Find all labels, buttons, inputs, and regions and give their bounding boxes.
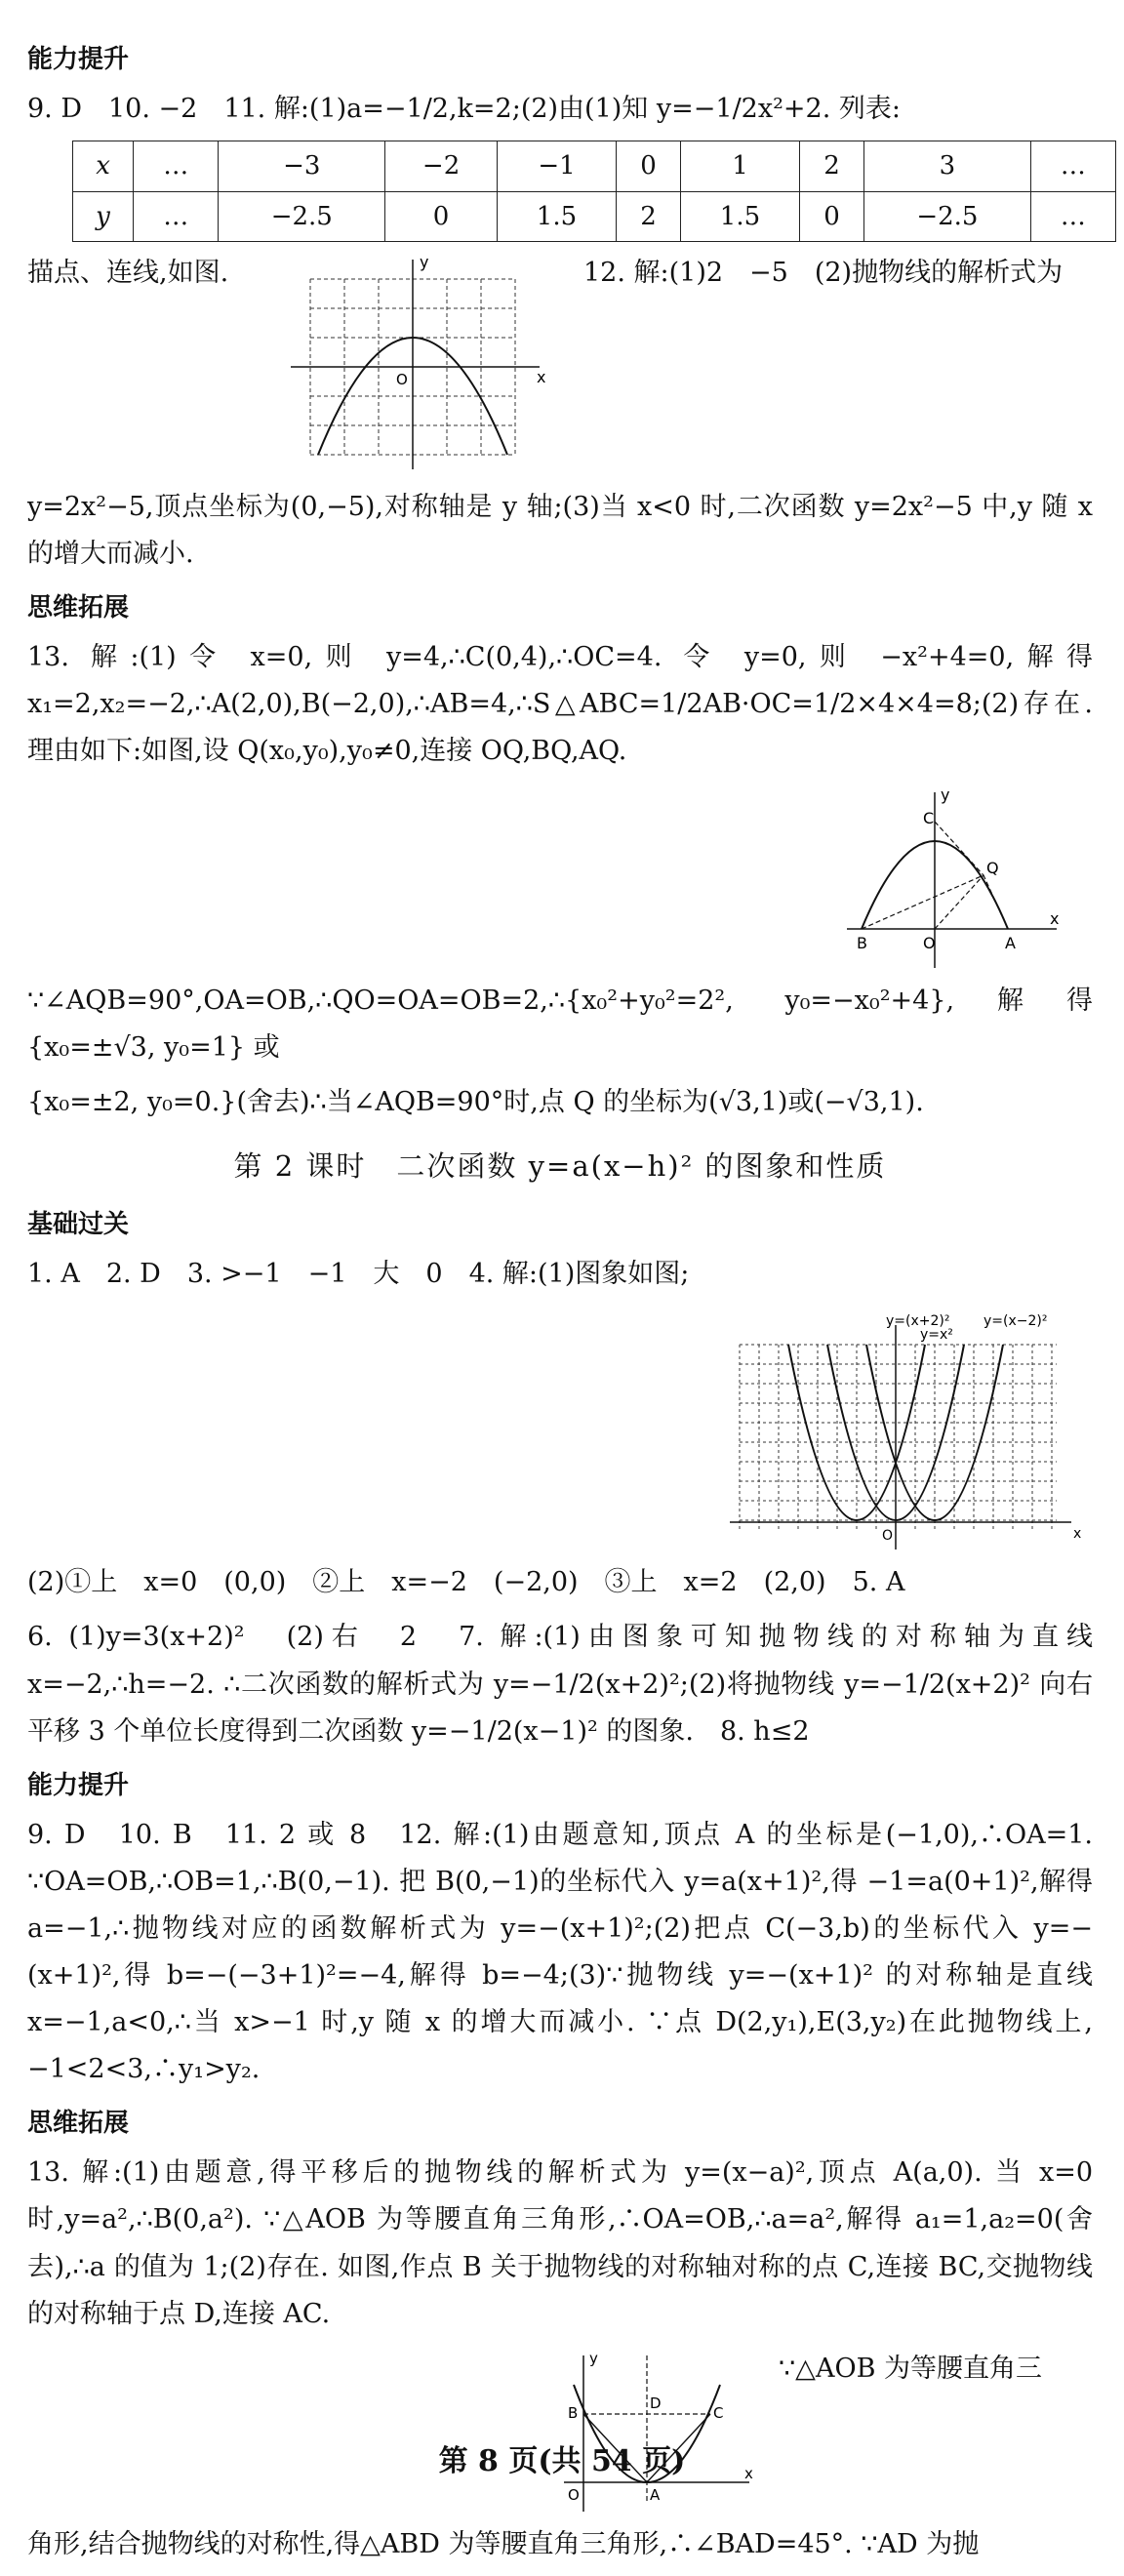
- table-row: [73, 141, 1116, 191]
- point-label: C: [713, 2403, 724, 2422]
- figure-row-4: [27, 2346, 1093, 2521]
- answer-12-rest: y=2x²−5,顶点坐标为(0,−5),对称轴是 y 轴;(3)当 x<0 时,二次函数 y=2x²−5 中,y 随 x 的增大而减小.: [27, 491, 1093, 569]
- table-cell: 0: [616, 141, 680, 191]
- section-heading: 思维拓展: [27, 2109, 130, 2139]
- point-label: A: [650, 2485, 661, 2504]
- section-heading: 能力提升: [27, 1770, 130, 1800]
- table-cell: 3: [864, 141, 1031, 191]
- answer-12-part: 12. 解:(1)2 −5 (2)抛物线的解析式为: [583, 257, 1064, 288]
- expand-answer-side: ∵△AOB 为等腰直角三: [779, 2353, 1042, 2384]
- curve-label: y=x²: [920, 1327, 953, 1344]
- origin-label: O: [568, 2485, 580, 2504]
- answer-9-11: 9. D 10. −2 11. 解:(1)a=−1/2,k=2;(2)由(1)知 y=−1/2x²+2. 列表:: [27, 94, 901, 125]
- axis-label: y: [589, 2349, 598, 2367]
- table-cell: −2.5: [219, 191, 385, 241]
- page-footer: 第 8 页(共 54 页): [438, 2444, 686, 2478]
- expand-answer-continued: 角形,结合抛物线的对称性,得△ABD 为等腰直角三角形,∴∠BAD=45°. ∵AD 为抛: [27, 2528, 980, 2559]
- point-label: B: [857, 934, 867, 953]
- table-cell: 1.5: [681, 191, 800, 241]
- table-row: [73, 191, 1116, 241]
- axis-label: y: [420, 252, 429, 271]
- basic-answers-2: (2)①上 x=0 (0,0) ②上 x=−2 (−2,0) ③上 x=2 (2,0) 5. A: [27, 1567, 905, 1598]
- figure-row-1: [27, 250, 1093, 484]
- section-heading: 思维拓展: [27, 592, 130, 623]
- table-cell: x: [73, 141, 134, 191]
- axis-label: x: [1073, 1526, 1082, 1543]
- value-table: [72, 141, 1116, 242]
- point-label: B: [568, 2403, 579, 2422]
- table-cell: 2: [616, 191, 680, 241]
- parabola-figure-2: [837, 783, 1071, 978]
- table-cell: 2: [799, 141, 863, 191]
- table-cell: −2: [385, 141, 498, 191]
- point-label: Q: [986, 859, 999, 878]
- improve-answers: 9. D 10. B 11. 2 或 8 12. 解:(1)由题意知,顶点 A 的坐标是(−1,0),∴OA=1. ∵OA=OB,∴OB=1,∴B(0,−1). 把 B(0,−1)的坐标代入 y=a(x+1)²,得 −1=a(0+1)²,解得 a=−1,∴抛物线对应的函数解析式为 y=−(x+1)²;(2)把点 C(−3,b)的坐标代入 y=−(x+1)²,得 b=−(−3+1)²=−4,解得 b=−4;(3)∵抛物线 y=−(x+1)² 的对称轴是直线 x=−1,a<0,∴当 x>−1 时,y 随 x 的增大而减小. ∵点 D(2,y₁),E(3,y₂)在此抛物线上,−1<2<3,∴y₁>y₂.: [27, 1819, 1093, 2085]
- table-cell: …: [134, 141, 219, 191]
- answer-13: 13. 解:(1)令 x=0,则 y=4,∴C(0,4),∴OC=4. 令 y=0,则 −x²+4=0,解得 x₁=2,x₂=−2,∴A(2,0),B(−2,0),∴AB=4,∴S△ABC=1/2AB·OC=1/2×4×4=8;(2)存在. 理由如下:如图,设 Q(x₀,y₀),y₀≠0,连接 OQ,BQ,AQ.: [27, 642, 1093, 767]
- table-cell: …: [134, 191, 219, 241]
- basic-answers-1: 1. A 2. D 3. >−1 −1 大 0 4. 解:(1)图象如图;: [27, 1259, 690, 1290]
- page: [27, 29, 1093, 2576]
- table-cell: 1.5: [498, 191, 617, 241]
- basic-answers-3: 6. (1)y=3(x+2)² (2)右 2 7. 解:(1)由图象可知抛物线的对称轴为直线 x=−2,∴h=−2. ∴二次函数的解析式为 y=−1/2(x+2)²;(2)将抛物线 y=−1/2(x+2)² 向右平移 3 个单位长度得到二次函数 y=−1/2(x−1)² 的图象. 8. h≤2: [27, 1622, 1093, 1747]
- origin-label: O: [923, 934, 936, 953]
- axis-label: y: [941, 785, 950, 805]
- curve-label: y=(x−2)²: [984, 1313, 1048, 1330]
- table-cell: −2.5: [864, 191, 1031, 241]
- table-cell: 0: [385, 191, 498, 241]
- axis-label: x: [537, 367, 546, 386]
- curve-label: y=(x+2)²: [886, 1313, 950, 1330]
- answer-13-system: ∵∠AQB=90°,OA=OB,∴QO=OA=OB=2,∴{x₀²+y₀²=2², y₀=−x₀²+4},解得 {x₀=±√3, y₀=1} 或: [27, 986, 1093, 1064]
- table-cell: y: [73, 191, 134, 241]
- point-label: D: [650, 2394, 662, 2412]
- point-label: C: [923, 809, 935, 828]
- lesson-title: 第 2 课时 二次函数 y=a(x−h)² 的图象和性质: [233, 1149, 887, 1184]
- section-heading: 能力提升: [27, 45, 130, 74]
- table-cell: −1: [498, 141, 617, 191]
- axis-label: x: [744, 2464, 753, 2482]
- expand-answer-13: 13. 解:(1)由题意,得平移后的抛物线的解析式为 y=(x−a)²,顶点 A(a,0). 当 x=0 时,y=a²,∴B(0,a²). ∵△AOB 为等腰直角三角形,∴OA=OB,∴a=a²,解得 a₁=1,a₂=0(舍去),∴a 的值为 1;(2)存在. 如图,作点 B 关于抛物线的对称轴对称的点 C,连接 BC,交抛物线的对称轴于点 D,连接 AC.: [27, 2157, 1093, 2329]
- point-label: A: [1005, 934, 1016, 953]
- table-cell: −3: [219, 141, 385, 191]
- parabola-figure-1: [271, 250, 564, 484]
- origin-label: O: [882, 1528, 894, 1545]
- section-heading: 基础过关: [27, 1210, 130, 1240]
- table-cell: 0: [799, 191, 863, 241]
- table-cell: 1: [681, 141, 800, 191]
- parabola-figure-3: [720, 1306, 1091, 1559]
- answer-13-final: {x₀=±2, y₀=0.}(舍去)∴当∠AQB=90°时,点 Q 的坐标为(√3,1)或(−√3,1).: [27, 1087, 924, 1118]
- axis-label: x: [1050, 909, 1060, 929]
- plot-caption: 描点、连线,如图.: [27, 257, 229, 288]
- parabola-figure-4: [554, 2346, 759, 2521]
- table-cell: …: [1030, 191, 1115, 241]
- table-cell: …: [1030, 141, 1115, 191]
- origin-label: O: [396, 370, 408, 388]
